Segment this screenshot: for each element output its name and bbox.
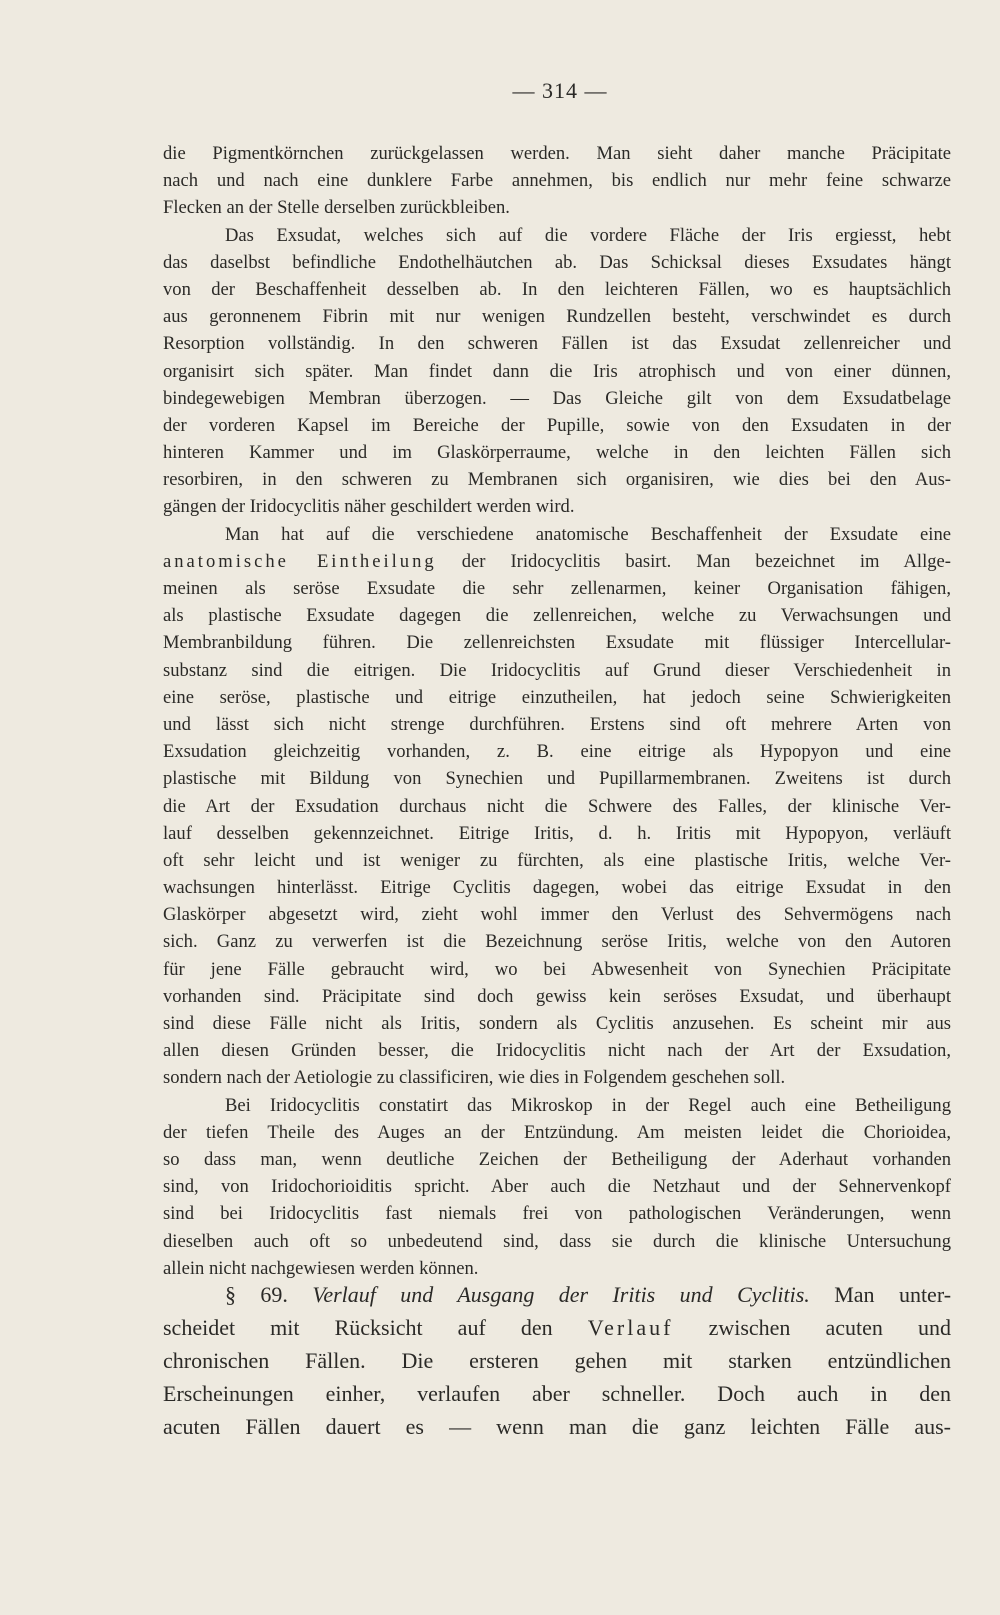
text-line: das daselbst befindliche Endothelhäutchen ab. Das Schicksal dieses Exsudates hängt — [163, 251, 951, 273]
text-line: bindegewebigen Membran überzogen. — Das Gleiche gilt von dem Exsudatbelage — [163, 387, 951, 409]
text-line: eine seröse, plastische und eitrige einzutheilen, hat jedoch seine Schwierigkeiten — [163, 686, 951, 708]
section-line: acuten Fällen dauert es — wenn man die ganz leichten Fälle aus- — [163, 1414, 951, 1439]
section-line: chronischen Fällen. Die ersteren gehen mit starken entzündlichen — [163, 1348, 951, 1373]
text-line: wachsungen hinterlässt. Eitrige Cyclitis dagegen, wobei das eitrige Exsudat in den — [163, 877, 951, 899]
text-line: Bei Iridocyclitis constatirt das Mikroskop in der Regel auch eine Betheiligung — [225, 1094, 951, 1116]
section-heading-rest: Man unter- — [834, 1282, 952, 1307]
section-line-pre: scheidet mit Rücksicht auf den — [163, 1315, 553, 1340]
spaced-term: anatomische Eintheilung — [163, 550, 437, 572]
text-line: gängen der Iridocyclitis näher geschildert werden wird. — [163, 496, 575, 518]
text-line: Exsudation gleichzeitig vorhanden, z. B. eine eitrige als Hypopyon und eine — [163, 741, 951, 763]
text-line: die Art der Exsudation durchaus nicht die Schwere des Falles, der klinische Ver- — [163, 795, 951, 817]
text-line: hinteren Kammer und im Glaskörperraume, welche in den leichten Fällen sich — [163, 442, 951, 464]
section-heading-line — [163, 1278, 951, 1311]
text-line: die Pigmentkörnchen zurückgelassen werden. Man sieht daher manche Präcipitate — [163, 143, 951, 164]
text-line: resorbiren, in den schweren zu Membranen sich organisiren, wie dies bei den Aus- — [163, 469, 951, 491]
section-line — [163, 1311, 951, 1344]
text-line — [163, 548, 951, 575]
text-line: sondern nach der Aetiologie zu classificiren, wie dies in Folgendem geschehen soll. — [163, 1067, 786, 1089]
text-line: der tiefen Theile des Auges an der Entzündung. Am meisten leidet die Chorioidea, — [163, 1121, 951, 1143]
text-line: sind bei Iridocyclitis fast niemals frei von pathologischen Veränderungen, wenn — [163, 1203, 951, 1225]
text-line: dieselben auch oft so unbedeutend sind, dass sie durch die klinische Untersuchung — [163, 1230, 951, 1252]
section-69 — [163, 1278, 951, 1443]
text-line: vorhanden sind. Präcipitate sind doch gewiss kein seröses Exsudat, und überhaupt — [163, 985, 951, 1007]
section-line: Erscheinungen einher, verlaufen aber schneller. Doch auch in den — [163, 1381, 951, 1406]
text-line: oft sehr leicht und ist weniger zu fürchten, als eine plastische Iritis, welche Ver- — [163, 849, 951, 871]
text-line: Membranbildung führen. Die zellenreichsten Exsudate mit flüssiger Intercellular- — [163, 632, 951, 654]
text-line: Das Exsudat, welches sich auf die vordere Fläche der Iris ergiesst, hebt — [225, 224, 951, 246]
body-text — [163, 140, 951, 1282]
text-line: Glaskörper abgesetzt wird, zieht wohl immer den Verlust des Sehvermögens nach — [163, 904, 951, 926]
section-title: Verlauf und Ausgang der Iritis und Cyclitis. — [312, 1282, 810, 1307]
text-line: aus geronnenem Fibrin mit nur wenigen Rundzellen besteht, verschwindet es durch — [163, 306, 951, 328]
section-line-post: zwischen acuten und — [708, 1315, 952, 1340]
text-line-rest: der Iridocyclitis basirt. Man bezeichnet im Allge- — [461, 550, 951, 572]
spaced-term: Verlauf — [587, 1315, 674, 1340]
text-line: substanz sind die eitrigen. Die Iridocyclitis auf Grund dieser Verschiedenheit in — [163, 659, 951, 681]
text-line: meinen als seröse Exsudate die sehr zellenarmen, keiner Organisation fähigen, — [163, 578, 951, 599]
text-line: sich. Ganz zu verwerfen ist die Bezeichnung seröse Iritis, welche von den Autoren — [163, 931, 951, 953]
text-line: organisirt sich später. Man findet dann die Iris atrophisch und von einer dünnen, — [163, 360, 951, 382]
text-line: sind diese Fälle nicht als Iritis, sondern als Cyclitis anzusehen. Es scheint mir aus — [163, 1013, 951, 1034]
text-line: als plastische Exsudate dagegen die zellenreichen, welche zu Verwachsungen und — [163, 605, 951, 627]
section-number: § 69. — [225, 1282, 288, 1307]
text-line: plastische mit Bildung von Synechien und Pupillarmembranen. Zweitens ist durch — [163, 768, 951, 790]
text-line: allen diesen Gründen besser, die Iridocyclitis nicht nach der Art der Exsudation, — [163, 1040, 951, 1062]
text-line: lauf desselben gekennzeichnet. Eitrige Iritis, d. h. Iritis mit Hypopyon, verläuft — [163, 822, 951, 844]
text-line: sind, von Iridochorioiditis spricht. Aber auch die Netzhaut und der Sehnervenkopf — [163, 1176, 951, 1198]
page-number: — 314 — — [512, 78, 608, 103]
text-line: und lässt sich nicht strenge durchführen. Erstens sind oft mehrere Arten von — [163, 713, 951, 735]
text-line: Man hat auf die verschiedene anatomische Beschaffenheit der Exsudate eine — [225, 523, 951, 545]
text-line: der vorderen Kapsel im Bereiche der Pupille, sowie von den Exsudaten in der — [163, 414, 951, 436]
text-line: für jene Fälle gebraucht wird, wo bei Abwesenheit von Synechien Präcipitate — [163, 958, 951, 980]
text-line: Resorption vollständig. In den schweren Fällen ist das Exsudat zellenreicher und — [163, 333, 951, 355]
text-line: von der Beschaffenheit desselben ab. In den leichteren Fällen, wo es hauptsächlich — [163, 278, 951, 300]
text-line: nach und nach eine dunklere Farbe annehmen, bis endlich nur mehr feine schwarze — [163, 170, 951, 192]
text-line: Flecken an der Stelle derselben zurückbleiben. — [163, 197, 510, 219]
text-line: allein nicht nachgewiesen werden können. — [163, 1257, 479, 1279]
text-line: so dass man, wenn deutliche Zeichen der Betheiligung der Aderhaut vorhanden — [163, 1148, 951, 1170]
